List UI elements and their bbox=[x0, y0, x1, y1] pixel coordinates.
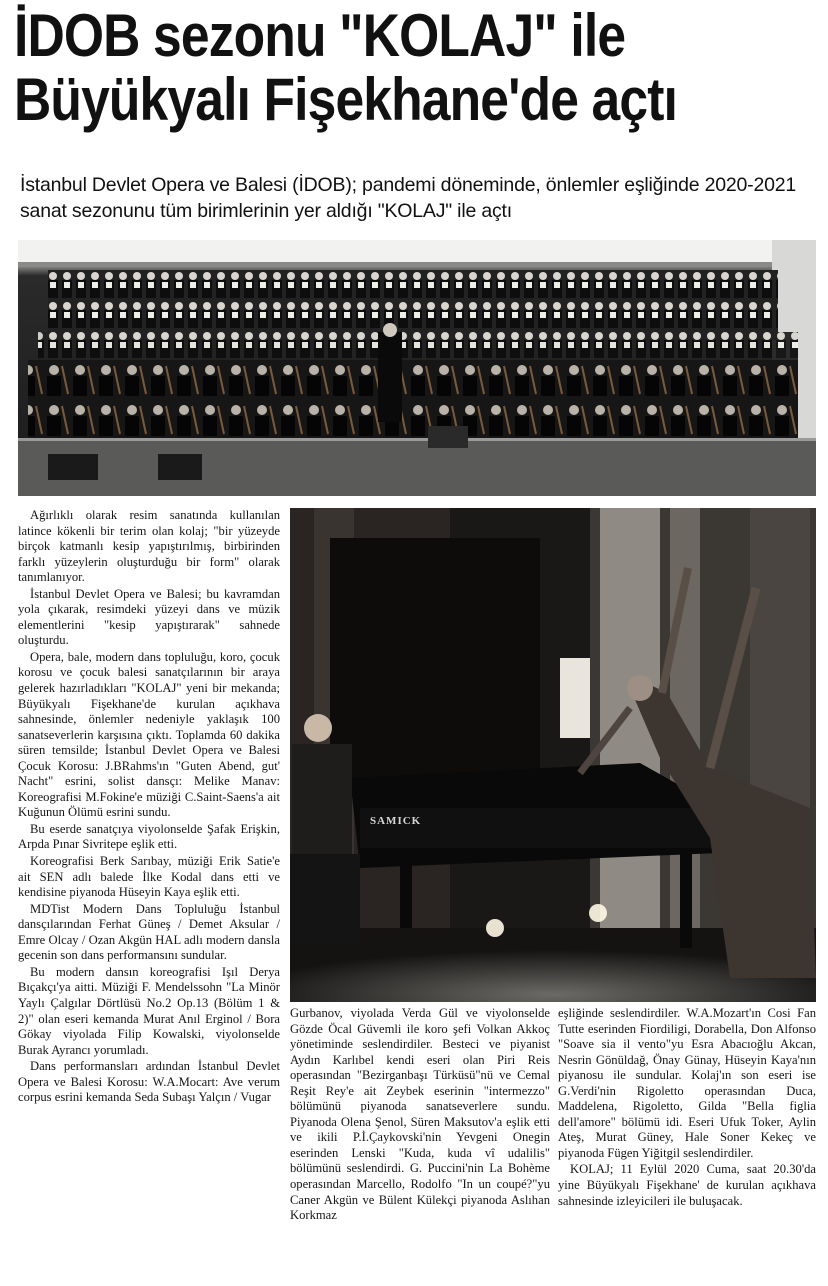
paragraph: KOLAJ; 11 Eylül 2020 Cuma, saat 20.30'da yine Büyükyalı Fişekhane' de kurulan açıkhava sahnesinde izleyicileri ile buluşacak. bbox=[558, 1162, 816, 1208]
article-column-right bbox=[558, 1006, 816, 1210]
paragraph: Dans performansları ardından İstanbul Devlet Opera ve Balesi Korosu: W.A.Mocart: Ave verum corpus esrini kemanda Seda Subaşı Yalçın / Vugar bbox=[18, 1059, 280, 1105]
paragraph: Ağırlıklı olarak resim sanatında kullanılan latince kökenli bir terim olan kolaj; "bir yüzeyde birçok katmanlı kesip yapıştırılmış, birbirinden farklı yüzeylerin oluşturduğu bir form" olarak tanımlanıyor. bbox=[18, 508, 280, 585]
piano-brand-label: SAMICK bbox=[370, 815, 422, 827]
paragraph: eşliğinde seslendirdiler. W.A.Mozart'ın Cosi Fan Tutte eserinden Fiordiligi, Dorabella, Don Alfonso "Soave sia il vento"yu Esra Abacıoğlu Akcan, Nesrin Gönüldağ, Önay Günay, Hüseyin Kaya'nın piyanosu ile sundular. Kolaj'ın son eseri ise G.Verdi'nin Rigoletto operasından Duca, Maddelena, Rigoletto, Gilda "Bella figlia dell'amore" bölümü idi. Eseri Ufuk Toker, Aylin Ateş, Murat Güney, Hale Soner Kekeç ve piyanoda Fügen Yiğitgil seslendirdiler. bbox=[558, 1006, 816, 1160]
headline bbox=[14, 4, 814, 132]
paragraph: Bu modern dansın koreografisi Işıl Derya Bıçakçı'ya aitti. Müziği F. Mendelssohn "La Minör Yaylı Çalgılar Dörtlüsü No.2 Op.13 (Bölüm 1 & 2)" olan eseri kemanda Murat Anıl Erginol / Bora Gökay viyolada Filip Kowalski, viyolonselde Burak Ayrancı yorumladı. bbox=[18, 964, 280, 1057]
pianist-dancer-photo bbox=[290, 508, 816, 1002]
article-column-left bbox=[18, 508, 280, 1107]
headline-line-2: Büyükyalı Fişekhane'de açtı bbox=[14, 66, 678, 133]
paragraph: Bu eserde sanatçıya viyolonselde Şafak Erişkin, Arpda Pınar Sivritepe eşlik etti. bbox=[18, 821, 280, 852]
choir-orchestra-photo bbox=[18, 240, 816, 496]
article-column-middle bbox=[290, 1006, 550, 1225]
subheadline: İstanbul Devlet Opera ve Balesi (İDOB); pandemi döneminde, önlemler eşliğinde 2020-2021 sanat sezonunu tüm birimlerinin yer aldığı "KOLAJ" ile açtı bbox=[20, 174, 797, 222]
paragraph: Opera, bale, modern dans topluluğu, koro, çocuk korosu ve çocuk balesi sanatçılarının bir araya gelerek hazırladıkları "KOLAJ" yeni bir mekanda; Büyükyalı Fişekhane'de kurulan açıkhava sahnesinde, önlemler nedeniyle yaklaşık 100 sanatseverlerin karşısına çıktı. Toplamda 60 dakika süren temsilde; İstanbul Devlet Opera ve Balesi Çocuk Korosu: J.BRahms'ın "Guten Abend, gut' Nacht" esrini, solist dansçı: Melike Manav: Koreografisi M.Fokine'e müziği C.Saint-Saens'a ait Kuğunun Ölümü esrini sundu. bbox=[18, 649, 280, 820]
paragraph: Koreografisi Berk Sarıbay, müziği Erik Satie'e ait SEN adlı balede İlke Kodal dans etti ve kendisine piyanoda Hüseyin Kaya eşlik etti. bbox=[18, 854, 280, 900]
headline-line-1: İDOB sezonu "KOLAJ" ile bbox=[14, 2, 626, 69]
paragraph: İstanbul Devlet Opera ve Balesi; bu kavramdan yola çıkarak, resimdeki yüzeyi dans ve müzik elementlerini "kesip yapıştırarak" sahnede oluşturdu. bbox=[18, 586, 280, 648]
paragraph: Gurbanov, viyolada Verda Gül ve viyolonselde Gözde Öcal Güvemli ile koro şefi Volkan Akkoç yönetiminde seslendirdiler. Besteci ve piyanist Aydın Karlıbel kendi eseri olan Piri Reis operasından "Bezirganbaşı Türküsü"nü ve Cemal Reşit Rey'e ait Zeybek eserinin "intermezzo" bölümünü piyanoda sanatseverlere sundu. Piyanoda Olena Şenol, Süren Maksutov'a eşlik etti ve ikili P.İ.Çaykovski'nin Yevgeni Onegin eserinden Lenski "Kuda, kuda vî udalilis" bölümünü seslendirdi. G. Puccini'nin La Bohème operasından Marcello, Rodolfo "In un coupé?"yu Caner Akgün ve Bülent Külekçi piyanoda Aslıhan Korkmaz bbox=[290, 1006, 550, 1223]
paragraph: MDTist Modern Dans Topluluğu İstanbul dansçılarından Ferhat Güneş / Demet Aksular / Emre Olcay / Ozan Akgün HAL adlı modern dansla gecenin son dans performansını sundular. bbox=[18, 901, 280, 963]
